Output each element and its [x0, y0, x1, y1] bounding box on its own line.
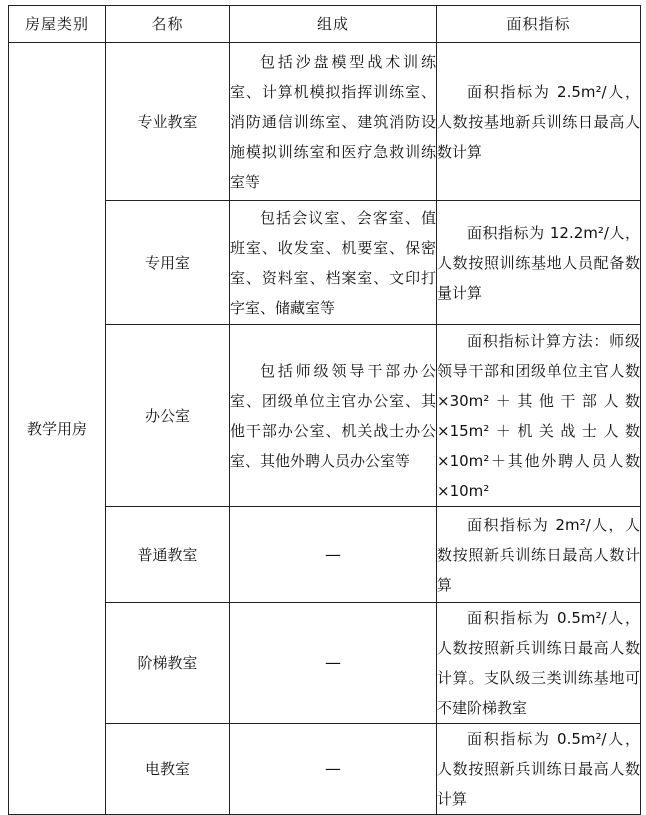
room-area-standard: 面积指标为 12.2m²/人，人数按照训练基地人员配备数量计算 — [437, 201, 641, 325]
table-header-row — [9, 6, 641, 43]
room-name: 阶梯教室 — [106, 603, 230, 724]
room-composition: — — [230, 724, 437, 815]
header-category: 房屋类别 — [9, 6, 106, 43]
room-composition: — — [230, 507, 437, 603]
header-composition: 组成 — [230, 6, 437, 43]
room-composition: — — [230, 603, 437, 724]
room-name: 普通教室 — [106, 507, 230, 603]
room-area-standard: 面积指标为 2m²/人，人数按照新兵训练日最高人数计算 — [437, 507, 641, 603]
category-cell: 教学用房 — [9, 43, 106, 815]
room-area-standard: 面积指标为 0.5m²/人，人数按照新兵训练日最高人数计算。支队级三类训练基地可不建阶梯教室 — [437, 603, 641, 724]
room-area-standard: 面积指标计算方法：师级领导干部和团级单位主官人数×30m²＋其他干部人数×15m²＋机关战士人数×10m²＋其他外聘人员人数×10m² — [437, 325, 641, 507]
room-area-standard: 面积指标为 0.5m²/人，人数按照新兵训练日最高人数计算 — [437, 724, 641, 815]
header-area: 面积指标 — [437, 6, 641, 43]
header-name: 名称 — [106, 6, 230, 43]
room-name: 专用室 — [106, 201, 230, 325]
room-composition: 包括会议室、会客室、值班室、收发室、机要室、保密室、资料室、档案室、文印打字室、储藏室等 — [230, 201, 437, 325]
room-composition: 包括沙盘模型战术训练室、计算机模拟指挥训练室、消防通信训练室、建筑消防设施模拟训练室和医疗急救训练室等 — [230, 43, 437, 201]
room-name: 电教室 — [106, 724, 230, 815]
table-row — [9, 43, 641, 201]
building-area-table — [8, 5, 641, 815]
room-composition: 包括师级领导干部办公室、团级单位主官办公室、其他干部办公室、机关战士办公室、其他外聘人员办公室等 — [230, 325, 437, 507]
room-area-standard: 面积指标为 2.5m²/人，人数按基地新兵训练日最高人数计算 — [437, 43, 641, 201]
room-name: 办公室 — [106, 325, 230, 507]
room-name: 专业教室 — [106, 43, 230, 201]
